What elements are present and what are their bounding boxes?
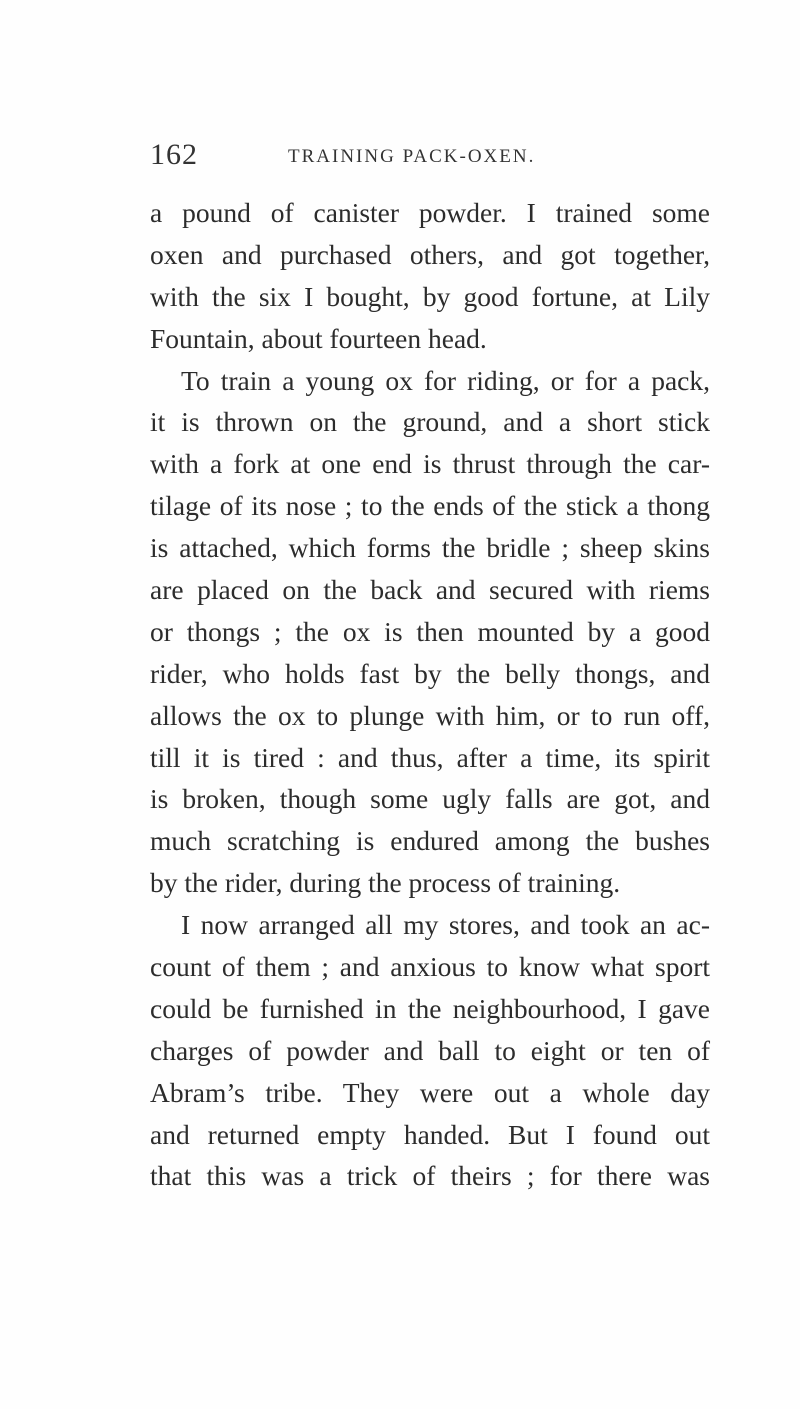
- text-line: by the rider, during the process of training.: [150, 867, 621, 899]
- text-line: it is thrown on the ground, and a short stick: [150, 406, 710, 438]
- page-number: 162: [150, 138, 198, 171]
- text-line: are placed on the back and secured with riems: [150, 574, 710, 606]
- text-line: till it is tired : and thus, after a time, its spirit: [150, 741, 710, 773]
- text-line: allows the ox to plunge with him, or to run off,: [150, 699, 710, 731]
- text-line: much scratching is endured among the bushes: [150, 825, 710, 857]
- text-line: charges of powder and ball to eight or ten of: [150, 1034, 710, 1066]
- text-line: To train a young ox for riding, or for a pack,: [181, 364, 710, 396]
- running-title: TRAINING PACK-OXEN.: [288, 146, 536, 167]
- text-line: tilage of its nose ; to the ends of the stick a thong: [150, 490, 710, 522]
- text-line: could be furnished in the neighbourhood, I gave: [150, 992, 710, 1024]
- text-line: and returned empty handed. But I found out: [150, 1118, 710, 1150]
- text-line: with a fork at one end is thrust through the car-: [150, 448, 710, 480]
- text-line: is attached, which forms the bridle ; sheep skins: [150, 532, 710, 564]
- text-line: I now arranged all my stores, and took an ac-: [181, 909, 710, 941]
- body-text: [150, 192, 710, 1197]
- text-line: or thongs ; the ox is then mounted by a good: [150, 615, 710, 647]
- running-head: [150, 138, 710, 178]
- text-line: rider, who holds fast by the belly thongs, and: [150, 657, 710, 689]
- text-line: oxen and purchased others, and got together,: [150, 238, 710, 270]
- text-line: count of them ; and anxious to know what sport: [150, 951, 710, 983]
- text-line: is broken, though some ugly falls are got, and: [150, 783, 710, 815]
- text-line: Fountain, about fourteen head.: [150, 322, 487, 354]
- text-line: that this was a trick of theirs ; for there was: [150, 1160, 710, 1192]
- text-line: with the six I bought, by good fortune, at Lily: [150, 280, 710, 312]
- text-line: a pound of canister powder. I trained some: [150, 197, 710, 228]
- text-line: Abram’s tribe. They were out a whole day: [150, 1076, 710, 1108]
